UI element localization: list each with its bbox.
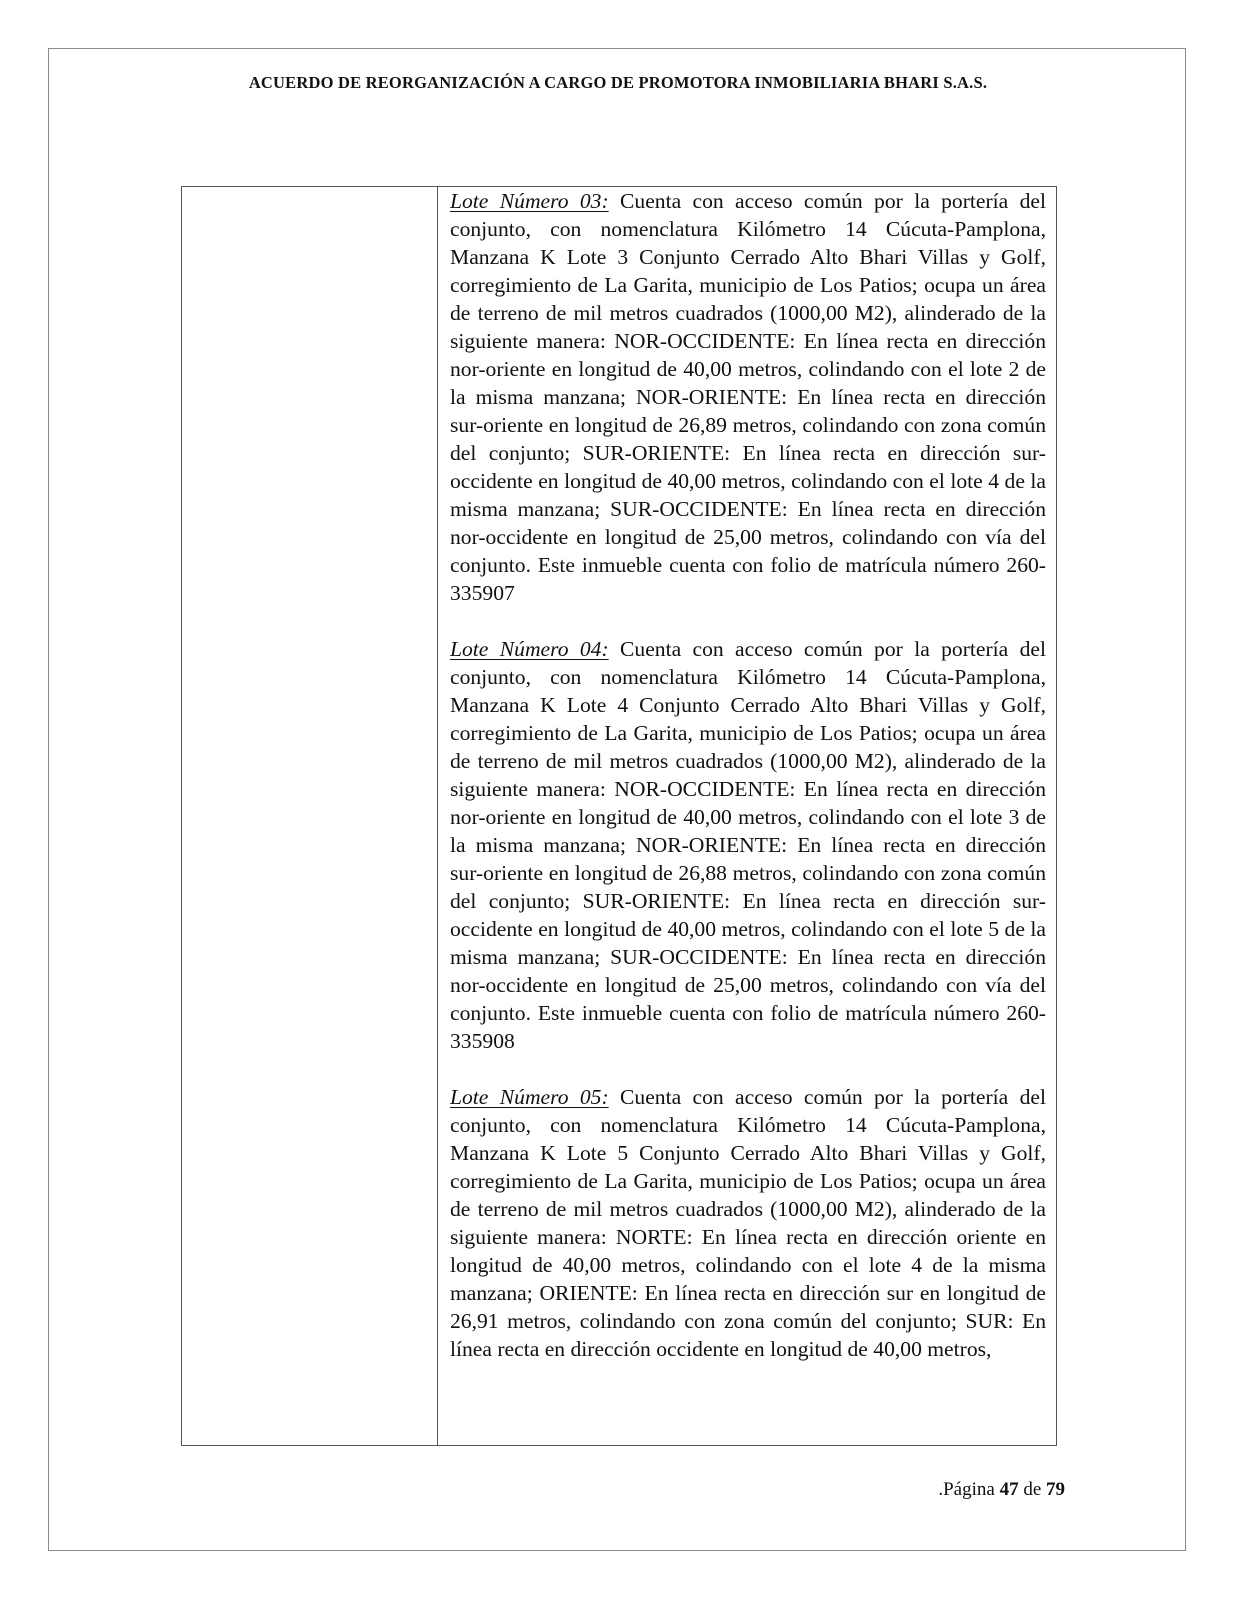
table-left-cell <box>182 187 438 1445</box>
lot-label-05: Lote Número 05: <box>450 1085 609 1109</box>
lot-paragraph-03 <box>450 187 1046 607</box>
page-separator: de <box>1018 1479 1046 1500</box>
lot-paragraph-04 <box>450 635 1046 1055</box>
total-pages: 79 <box>1046 1479 1065 1500</box>
lot-text-05: Cuenta con acceso común por la portería del conjunto, con nomenclatura Kilómetro 14 Cúcuta-Pamplona, Manzana K Lote 5 Conjunto Cerrado Alto Bhari Villas y Golf, corregimiento de La Garita, municipio de Los Patios; ocupa un área de terreno de mil metros cuadrados (1000,00 M2), alinderado de la siguiente manera: NORTE: En línea recta en dirección oriente en longitud de 40,00 metros, colindando con el lote 4 de la misma manzana; ORIENTE: En línea recta en dirección sur en longitud de 26,91 metros, colindando con zona común del conjunto; SUR: En línea recta en dirección occidente en longitud de 40,00 metros, <box>450 1085 1047 1361</box>
page-number-footer <box>938 1479 1065 1501</box>
lot-text-04: Cuenta con acceso común por la portería del conjunto, con nomenclatura Kilómetro 14 Cúcuta-Pamplona, Manzana K Lote 4 Conjunto Cerrado Alto Bhari Villas y Golf, corregimiento de La Garita, municipio de Los Patios; ocupa un área de terreno de mil metros cuadrados (1000,00 M2), alinderado de la siguiente manera: NOR-OCCIDENTE: En línea recta en dirección nor-oriente en longitud de 40,00 metros, colindando con el lote 3 de la misma manzana; NOR-ORIENTE: En línea recta en dirección sur-oriente en longitud de 26,88 metros, colindando con zona común del conjunto; SUR-ORIENTE: En línea recta en dirección sur-occidente en longitud de 40,00 metros, colindando con el lote 5 de la misma manzana; SUR-OCCIDENTE: En línea recta en dirección nor-occidente en longitud de 25,00 metros, colindando con vía del conjunto. Este inmueble cuenta con folio de matrícula número 260-335908 <box>450 637 1047 1053</box>
current-page-number: 47 <box>999 1479 1019 1500</box>
page-prefix: .Página <box>938 1479 1000 1500</box>
lot-label-03: Lote Número 03: <box>450 189 609 213</box>
lot-label-04: Lote Número 04: <box>450 637 609 661</box>
table-right-cell <box>438 187 1056 1445</box>
document-header-title: ACUERDO DE REORGANIZACIÓN A CARGO DE PROMOTORA INMOBILIARIA BHARI S.A.S. <box>248 73 988 92</box>
lot-paragraph-05 <box>450 1083 1046 1363</box>
content-table <box>181 186 1057 1446</box>
lot-text-03: Cuenta con acceso común por la portería del conjunto, con nomenclatura Kilómetro 14 Cúcuta-Pamplona, Manzana K Lote 3 Conjunto Cerrado Alto Bhari Villas y Golf, corregimiento de La Garita, municipio de Los Patios; ocupa un área de terreno de mil metros cuadrados (1000,00 M2), alinderado de la siguiente manera: NOR-OCCIDENTE: En línea recta en dirección nor-oriente en longitud de 40,00 metros, colindando con el lote 2 de la misma manzana; NOR-ORIENTE: En línea recta en dirección sur-oriente en longitud de 26,89 metros, colindando con zona común del conjunto; SUR-ORIENTE: En línea recta en dirección sur-occidente en longitud de 40,00 metros, colindando con el lote 4 de la misma manzana; SUR-OCCIDENTE: En línea recta en dirección nor-occidente en longitud de 25,00 metros, colindando con vía del conjunto. Este inmueble cuenta con folio de matrícula número 260-335907 <box>450 189 1047 605</box>
